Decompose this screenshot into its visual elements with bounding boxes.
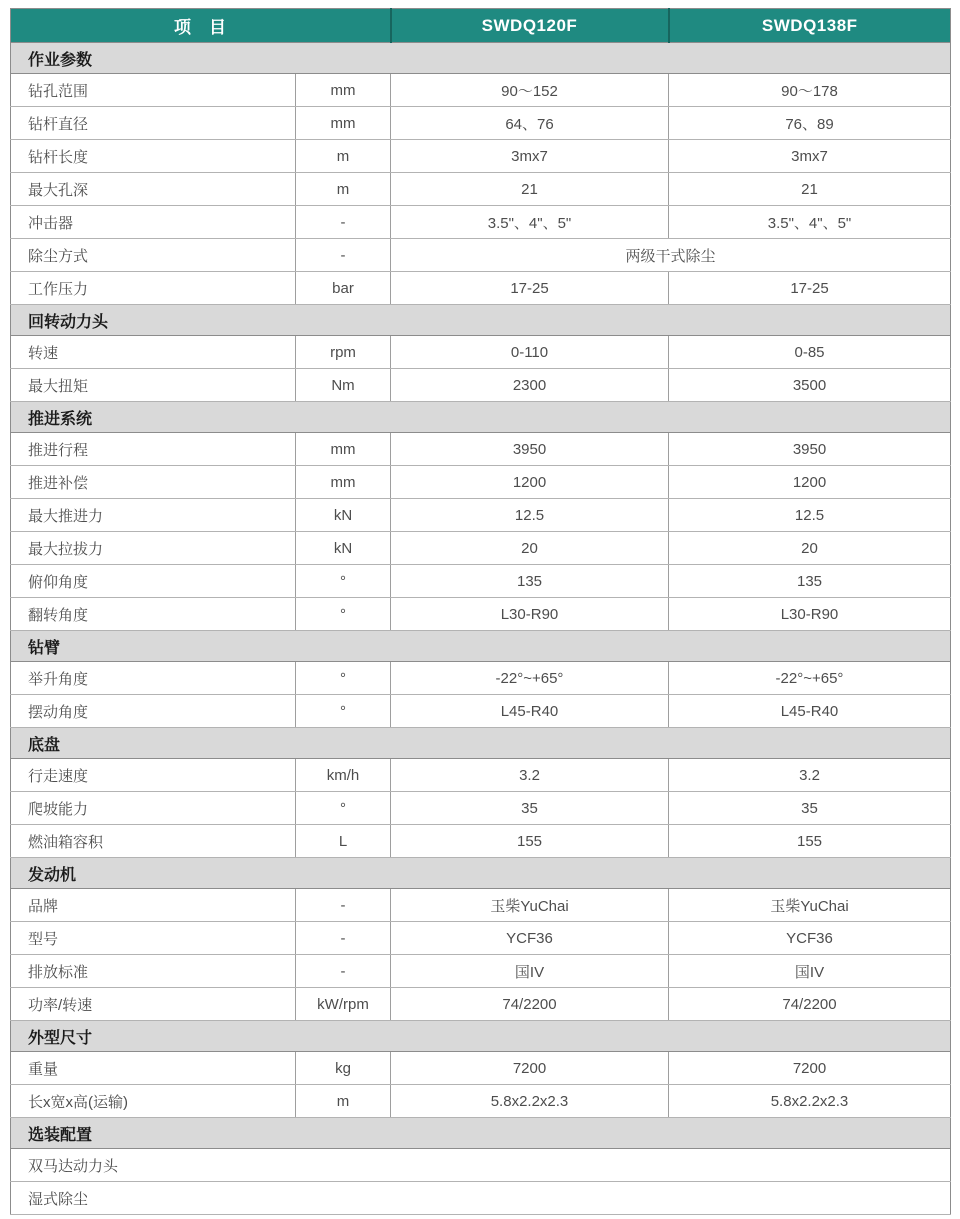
spec-value-model-1: 玉柴YuChai (391, 889, 669, 922)
spec-unit: ° (296, 662, 391, 695)
spec-name: 爬坡能力 (11, 792, 296, 825)
spec-row (11, 206, 951, 239)
table-header-row (11, 9, 951, 43)
spec-value-model-2: 74/2200 (669, 988, 951, 1021)
spec-value-model-1: YCF36 (391, 922, 669, 955)
spec-row (11, 955, 951, 988)
spec-row (11, 759, 951, 792)
spec-value-model-2: 155 (669, 825, 951, 858)
spec-name: 冲击器 (11, 206, 296, 239)
spec-unit: mm (296, 466, 391, 499)
spec-row (11, 1052, 951, 1085)
spec-name: 推进补偿 (11, 466, 296, 499)
section-title: 外型尺寸 (11, 1021, 951, 1052)
spec-unit: m (296, 173, 391, 206)
spec-name: 长x宽x高(运输) (11, 1085, 296, 1118)
spec-value-model-1: 3.2 (391, 759, 669, 792)
spec-unit: ° (296, 695, 391, 728)
spec-value-model-2: 90～178 (669, 74, 951, 107)
spec-unit: - (296, 922, 391, 955)
spec-value-model-2: 12.5 (669, 499, 951, 532)
spec-unit: m (296, 140, 391, 173)
section-title: 选装配置 (11, 1118, 951, 1149)
spec-name: 转速 (11, 336, 296, 369)
section-row (11, 631, 951, 662)
spec-row (11, 532, 951, 565)
spec-table (10, 8, 951, 1215)
spec-row (11, 1182, 951, 1215)
spec-table-body (11, 43, 951, 1215)
spec-name: 燃油箱容积 (11, 825, 296, 858)
spec-name: 钻杆长度 (11, 140, 296, 173)
spec-name: 最大拉拔力 (11, 532, 296, 565)
spec-unit: rpm (296, 336, 391, 369)
spec-unit: m (296, 1085, 391, 1118)
spec-value-model-1: 135 (391, 565, 669, 598)
spec-value-model-1: 21 (391, 173, 669, 206)
spec-value-model-2: 3mx7 (669, 140, 951, 173)
spec-value-model-1: 12.5 (391, 499, 669, 532)
spec-unit: mm (296, 107, 391, 140)
spec-row (11, 988, 951, 1021)
spec-name: 钻杆直径 (11, 107, 296, 140)
spec-unit: L (296, 825, 391, 858)
section-title: 底盘 (11, 728, 951, 759)
spec-name: 湿式除尘 (11, 1182, 951, 1215)
spec-name: 推进行程 (11, 433, 296, 466)
section-row (11, 1021, 951, 1052)
spec-row (11, 173, 951, 206)
section-title: 钻臂 (11, 631, 951, 662)
spec-name: 摆动角度 (11, 695, 296, 728)
spec-row (11, 433, 951, 466)
header-model-2: SWDQ138F (669, 9, 951, 43)
spec-value-model-1: 3.5"、4"、5" (391, 206, 669, 239)
section-title: 发动机 (11, 858, 951, 889)
spec-name: 排放标准 (11, 955, 296, 988)
spec-value-model-2: 3.2 (669, 759, 951, 792)
spec-value-model-2: 0-85 (669, 336, 951, 369)
spec-value-model-2: -22°~+65° (669, 662, 951, 695)
spec-row (11, 336, 951, 369)
spec-row (11, 466, 951, 499)
section-row (11, 305, 951, 336)
spec-row (11, 598, 951, 631)
spec-row (11, 792, 951, 825)
spec-unit: km/h (296, 759, 391, 792)
spec-name: 型号 (11, 922, 296, 955)
section-title: 回转动力头 (11, 305, 951, 336)
spec-value-model-1: 国IV (391, 955, 669, 988)
section-row (11, 43, 951, 74)
spec-value-model-2: 17-25 (669, 272, 951, 305)
section-title: 推进系统 (11, 402, 951, 433)
section-row (11, 858, 951, 889)
spec-table-container (10, 8, 950, 1215)
spec-row (11, 74, 951, 107)
spec-unit: - (296, 889, 391, 922)
spec-unit: ° (296, 792, 391, 825)
spec-value-model-2: 135 (669, 565, 951, 598)
section-row (11, 402, 951, 433)
spec-row (11, 565, 951, 598)
spec-row (11, 922, 951, 955)
spec-name: 翻转角度 (11, 598, 296, 631)
spec-name: 双马达动力头 (11, 1149, 951, 1182)
spec-unit: - (296, 955, 391, 988)
spec-name: 钻孔范围 (11, 74, 296, 107)
spec-row (11, 140, 951, 173)
spec-row (11, 889, 951, 922)
spec-name: 最大孔深 (11, 173, 296, 206)
spec-value-merged: 两级干式除尘 (391, 239, 951, 272)
spec-value-model-2: 国IV (669, 955, 951, 988)
spec-row (11, 695, 951, 728)
spec-value-model-1: 90～152 (391, 74, 669, 107)
spec-row (11, 272, 951, 305)
spec-row (11, 107, 951, 140)
spec-value-model-2: 3950 (669, 433, 951, 466)
spec-value-model-1: 155 (391, 825, 669, 858)
section-row (11, 1118, 951, 1149)
spec-name: 除尘方式 (11, 239, 296, 272)
header-item-label: 项 目 (11, 9, 391, 43)
spec-row (11, 662, 951, 695)
spec-unit: Nm (296, 369, 391, 402)
spec-unit: kN (296, 499, 391, 532)
spec-value-model-1: 2300 (391, 369, 669, 402)
header-model-1: SWDQ120F (391, 9, 669, 43)
spec-name: 最大扭矩 (11, 369, 296, 402)
spec-unit: kN (296, 532, 391, 565)
spec-name: 举升角度 (11, 662, 296, 695)
spec-value-model-2: 76、89 (669, 107, 951, 140)
section-title: 作业参数 (11, 43, 951, 74)
spec-value-model-1: 17-25 (391, 272, 669, 305)
spec-row (11, 825, 951, 858)
spec-value-model-2: 3.5"、4"、5" (669, 206, 951, 239)
spec-unit: - (296, 206, 391, 239)
spec-row (11, 369, 951, 402)
spec-row (11, 1085, 951, 1118)
spec-name: 行走速度 (11, 759, 296, 792)
spec-unit: ° (296, 598, 391, 631)
section-row (11, 728, 951, 759)
spec-value-model-2: L30-R90 (669, 598, 951, 631)
spec-value-model-1: 1200 (391, 466, 669, 499)
spec-name: 功率/转速 (11, 988, 296, 1021)
spec-value-model-2: 1200 (669, 466, 951, 499)
spec-unit: bar (296, 272, 391, 305)
spec-value-model-1: -22°~+65° (391, 662, 669, 695)
spec-value-model-1: 0-110 (391, 336, 669, 369)
spec-value-model-2: 20 (669, 532, 951, 565)
spec-name: 工作压力 (11, 272, 296, 305)
spec-value-model-1: L45-R40 (391, 695, 669, 728)
spec-name: 重量 (11, 1052, 296, 1085)
spec-value-model-1: 3mx7 (391, 140, 669, 173)
spec-value-model-2: 3500 (669, 369, 951, 402)
spec-row (11, 499, 951, 532)
spec-value-model-1: 3950 (391, 433, 669, 466)
spec-value-model-2: 35 (669, 792, 951, 825)
spec-value-model-2: 21 (669, 173, 951, 206)
spec-unit: kg (296, 1052, 391, 1085)
spec-unit: ° (296, 565, 391, 598)
spec-name: 俯仰角度 (11, 565, 296, 598)
spec-unit: mm (296, 74, 391, 107)
spec-row (11, 239, 951, 272)
spec-unit: mm (296, 433, 391, 466)
spec-value-model-2: 玉柴YuChai (669, 889, 951, 922)
spec-value-model-2: YCF36 (669, 922, 951, 955)
spec-name: 品牌 (11, 889, 296, 922)
spec-value-model-2: 5.8x2.2x2.3 (669, 1085, 951, 1118)
spec-value-model-1: 20 (391, 532, 669, 565)
spec-value-model-1: 35 (391, 792, 669, 825)
spec-name: 最大推进力 (11, 499, 296, 532)
spec-unit: kW/rpm (296, 988, 391, 1021)
spec-value-model-1: 74/2200 (391, 988, 669, 1021)
spec-row (11, 1149, 951, 1182)
spec-value-model-2: 7200 (669, 1052, 951, 1085)
spec-value-model-1: L30-R90 (391, 598, 669, 631)
spec-value-model-1: 7200 (391, 1052, 669, 1085)
spec-value-model-2: L45-R40 (669, 695, 951, 728)
spec-value-model-1: 5.8x2.2x2.3 (391, 1085, 669, 1118)
spec-unit: - (296, 239, 391, 272)
spec-value-model-1: 64、76 (391, 107, 669, 140)
